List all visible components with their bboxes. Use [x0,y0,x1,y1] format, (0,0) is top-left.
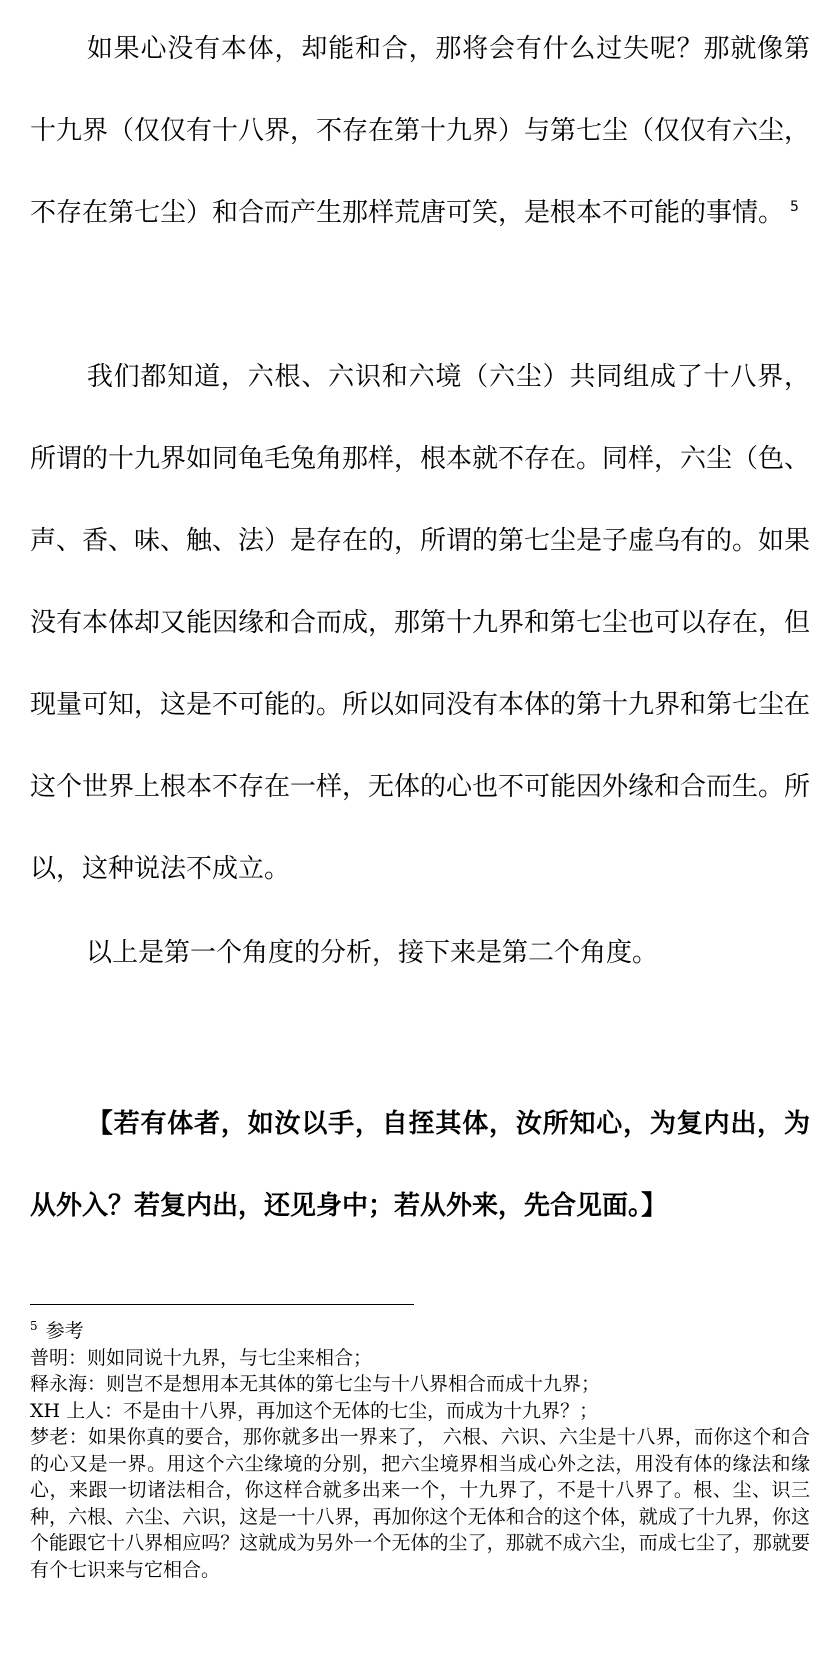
paragraph-1-text: 如果心没有本体，却能和合，那将会有什么过失呢？那就像第十九界（仅仅有十八界，不存在第十九界）与第七尘（仅仅有六尘，不存在第七尘）和合而产生那样荒唐可笑，是根本不可能的事情。 [30,34,811,228]
footnote-line-menglao: 梦老：如果你真的要合，那你就多出一界来了， 六根、六识、六尘是十八界，而你这个和合的心又是一界。用这个六尘缘境的分别，把六尘境界相当成心外之法，用没有体的缘法和缘心，来跟一切诸法相合，你这样合就多出来一个，十九界了，不是十八界了。根、尘、识三种，六根、六尘、六识，这是一十八界，再加你这个无体和合的这个体，就成了十九界，你这个能跟它十八界相应吗？这就成为另外一个无体的尘了，那就不成六尘，而成七尘了，那就要有个七识来与它相合。 [30,1426,810,1581]
footnote-line-shiyonghai: 释永海：则岂不是想用本无其体的第七尘与十八界相合而成十九界； [30,1373,601,1395]
paragraph-1 [30,8,810,254]
paragraph-2-text: 我们都知道，六根、六识和六境（六尘）共同组成了十八界，所谓的十九界如同龟毛兔角那样，根本就不存在。同样，六尘（色、声、香、味、触、法）是存在的，所谓的第七尘是子虚乌有的。如果没有本体却又能因缘和合而成，那第十九界和第七尘也可以存在，但现量可知，这是不可能的。所以如同没有本体的第十九界和第七尘在这个世界上根本不存在一样，无体的心也不可能因外缘和合而生。所以，这种说法不成立。 [30,362,811,884]
footnote-reference[interactable]: 5 [790,199,799,216]
footnote-separator [30,1304,414,1305]
sutra-quote-text: 【若有体者，如汝以手，自挃其体，汝所知心，为复内出，为从外入？若复内出，还见身中；若从外来，先合见面。】 [30,1109,810,1221]
footnote-title-text: 参考 [45,1320,84,1342]
paragraph-3 [30,912,810,994]
sutra-quote [30,1083,810,1247]
paragraph-3-text: 以上是第一个角度的分析，接下来是第二个角度。 [86,938,659,968]
footnote-section [30,1318,810,1583]
paragraph-2 [30,336,810,910]
footnote-number: 5 [30,1318,38,1333]
footnote-line-xh: XH 上人：不是由十八界，再加这个无体的七尘，而成为十九界？； [30,1399,599,1422]
footnote-title [30,1318,810,1345]
footnote-line-puming: 普明：则如同说十九界，与七尘来相合； [30,1346,373,1369]
